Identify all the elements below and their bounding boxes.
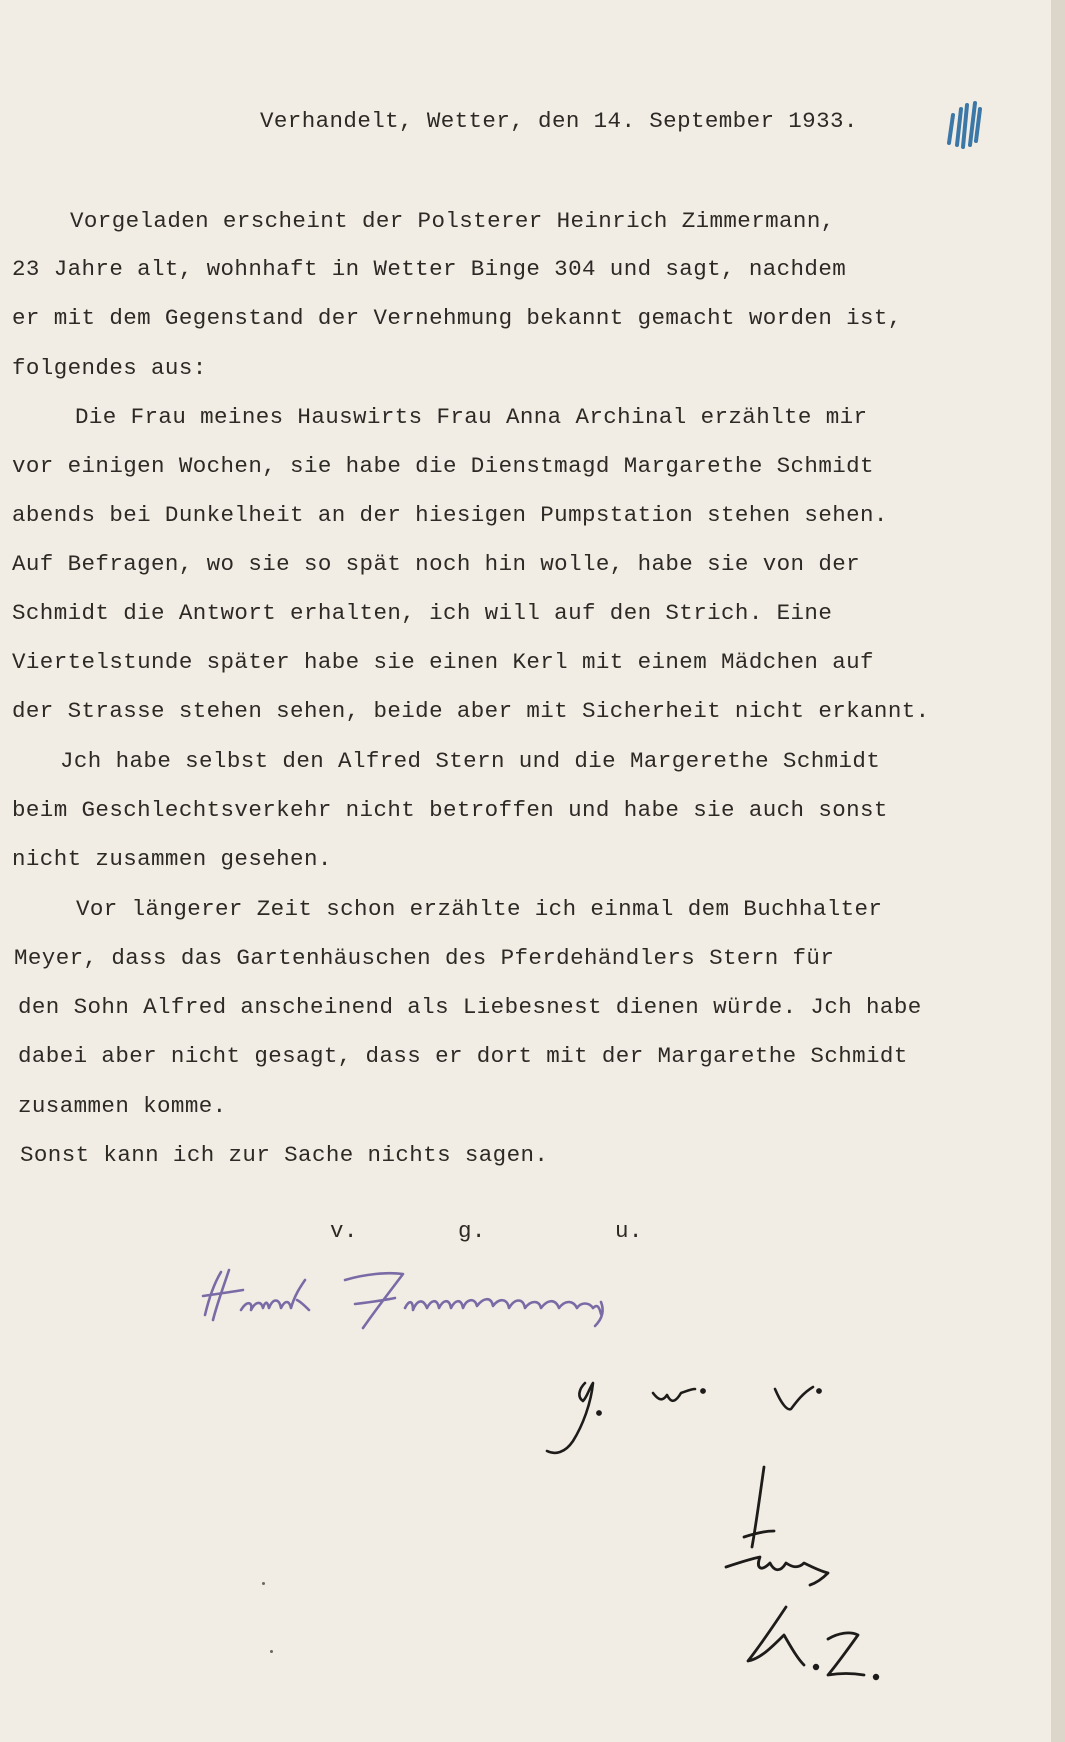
closing-signature xyxy=(535,1375,855,1465)
document-header: Verhandelt, Wetter, den 14. September 1933. xyxy=(260,108,858,134)
text-line: Sonst kann ich zur Sache nichts sagen. xyxy=(20,1142,549,1168)
text-line: Meyer, dass das Gartenhäuschen des Pferdehändlers Stern für xyxy=(14,945,835,971)
vgu-u: u. xyxy=(615,1218,643,1244)
paper-speck xyxy=(270,1650,273,1653)
text-line: Viertelstunde später habe sie einen Kerl mit einem Mädchen auf xyxy=(12,649,874,675)
vgu-v: v. xyxy=(330,1218,358,1244)
text-line: nicht zusammen gesehen. xyxy=(12,846,332,872)
official-signature xyxy=(700,1455,940,1700)
text-line: Schmidt die Antwort erhalten, ich will auf den Strich. Eine xyxy=(12,600,833,626)
blue-pencil-mark-icon xyxy=(943,95,985,153)
text-line: abends bei Dunkelheit an der hiesigen Pumpstation stehen sehen. xyxy=(12,502,888,528)
text-line: Vorgeladen erscheint der Polsterer Heinrich Zimmermann, xyxy=(70,208,835,234)
text-line: vor einigen Wochen, sie habe die Dienstmagd Margarethe Schmidt xyxy=(12,453,874,479)
text-line: den Sohn Alfred anscheinend als Liebesnest dienen würde. Jch habe xyxy=(18,994,922,1020)
witness-signature xyxy=(195,1260,665,1340)
paper-speck xyxy=(262,1582,265,1585)
text-line: Auf Befragen, wo sie so spät noch hin wolle, habe sie von der xyxy=(12,551,861,577)
text-line: folgendes aus: xyxy=(12,355,207,381)
text-line: 23 Jahre alt, wohnhaft in Wetter Binge 304 und sagt, nachdem xyxy=(12,256,847,282)
vgu-g: g. xyxy=(458,1218,486,1244)
text-line: Jch habe selbst den Alfred Stern und die Margerethe Schmidt xyxy=(60,748,881,774)
text-line: Vor längerer Zeit schon erzählte ich einmal dem Buchhalter xyxy=(76,896,883,922)
text-line: er mit dem Gegenstand der Vernehmung bekannt gemacht worden ist, xyxy=(12,305,902,331)
text-line: Die Frau meines Hauswirts Frau Anna Archinal erzählte mir xyxy=(75,404,868,430)
text-line: der Strasse stehen sehen, beide aber mit Sicherheit nicht erkannt. xyxy=(12,698,930,724)
text-line: zusammen komme. xyxy=(18,1093,227,1119)
text-line: dabei aber nicht gesagt, dass er dort mit der Margarethe Schmidt xyxy=(18,1043,908,1069)
text-line: beim Geschlechtsverkehr nicht betroffen und habe sie auch sonst xyxy=(12,797,888,823)
